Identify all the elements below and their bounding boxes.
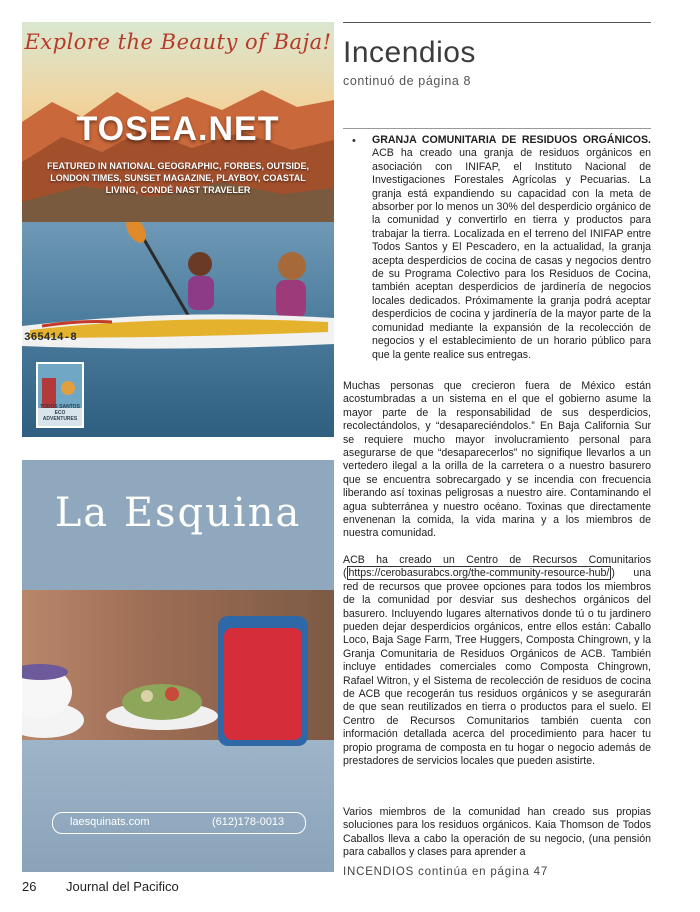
bullet-icon: • bbox=[352, 135, 356, 147]
bullet-paragraph bbox=[372, 134, 651, 362]
ad-brand-url[interactable]: TOSEA.NET bbox=[76, 110, 280, 148]
subheader-rule bbox=[343, 128, 651, 129]
tosea-logo-text: TODOS SANTOS ECO ADVENTURES bbox=[40, 404, 80, 422]
ad-phone[interactable]: (612)178-0013 bbox=[212, 816, 285, 828]
page-number: 26 bbox=[22, 879, 37, 894]
ad-website[interactable]: laesquinats.com bbox=[70, 816, 150, 828]
paragraph-1: Muchas personas que crecieron fuera de México están acostumbradas a un sistema en el que el gobierno asume la mayor parte de la responsabilidad de sus desperdicios, recolectándolos, y “desapareciéndolos.” En Baja California Sur se requiere mucho mayor involucramiento personal para asegurarse de que “desaparecerlos” no signifique llevarlos a un vertedero ilegal a la orilla de la carretera o a nuestro basurero que se encuentra sobrecargado y se incendia con frecuencia liberando así toxinas peligrosas a nuestro aire. Contaminando el agua subterránea y nuestro océano. Toxinas que directamente envenenan la comida, la vida marina y a los miembros de nuestra comunidad. bbox=[343, 380, 651, 540]
ad-title: La Esquina bbox=[54, 490, 302, 536]
header-rule bbox=[343, 22, 651, 23]
publication-name: Journal del Pacifico bbox=[66, 879, 179, 894]
tosea-logo bbox=[36, 362, 84, 428]
bullet-lead: GRANJA COMUNITARIA DE RESIDUOS ORGÁNICOS. bbox=[372, 134, 651, 146]
bullet-body: ACB ha creado una granja de residuos orgánicos en asociación con INIFAP, el Instituto Nacional de Investigaciones Forestales Agrícolas y Pecuarias. La granja está expandiendo su capacidad con la meta de absorber por lo menos un 30% del desperdicio orgánico de la comunidad y convertirlo en tierra y productos para trabajar la tierra. Localizada en el terreno del INIFAP entre Todos Santos y El Pescadero, en la actualidad, la granja acepta desperdicios de cocina de casas y negocios dentro de su Programa Colectivo para los Residuos de Cocina, también aceptan desperdicios de jardinería de negocios locales dedicados. Próximamente la granja podrá aceptar desperdicios de cocina y jardinería de la mayor parte de la comunidad mediante la expansión de la recolección de negocios y el establecimiento de un horario público para que la gente realice sus entregas. bbox=[372, 147, 651, 361]
continued-to: INCENDIOS continúa en página 47 bbox=[343, 866, 549, 878]
ad-headline: Explore the Beauty of Baja! bbox=[24, 30, 332, 54]
pitaya-logo-icon bbox=[38, 364, 82, 408]
article-title: Incendios bbox=[343, 36, 476, 69]
kayak-registration: 365414-8 bbox=[24, 332, 77, 344]
paragraph-2-rest: ) una red de recursos que provee opciones para todos los miembros de la comunidad por desviar sus deshechos orgánicos del basurero. Incluyendo lugares alternativos donde tú o tu jardinero pueden dejar desperdicios orgánicos, entre ellos están: Caballo Loco, Baja Sage Farm, Tree Huggers, Composta Chingrown, y la Granja Comunitaria de Residuos Orgánicos de ACB. También incluye entidades comerciales como Composta Chingrown, Rafael Witron, y el Sistema de recolección de residuos de cocina de ACB que recogerán tus residuos orgánicos y se asegurarán de que sean reutilizados en tierra o productos para el suelo. El Centro de Recursos Comunitarios también cuenta con información detallada acerca del procedimiento para hacer tu propio programa de composta en tu hogar o negocio además de prestadores de servicios locales que pueden asistirte. bbox=[343, 567, 651, 768]
paragraph-2-lead: ACB ha creado un Centro de Recursos Comunitarios ( bbox=[343, 554, 651, 580]
paragraph-2 bbox=[343, 554, 651, 769]
paragraph-3: Varios miembros de la comunidad han creado sus propias soluciones para los residuos orgánicos. Kaia Thomson de Todos Caballos lleva a cabo la operación de su negocio, (una pensión para caballos y clases para aprender a bbox=[343, 806, 651, 859]
food-and-drink-illustration bbox=[22, 610, 334, 760]
continued-from: continuó de página 8 bbox=[343, 74, 472, 88]
kayakers-illustration bbox=[22, 222, 334, 372]
ad-featured-in: FEATURED IN NATIONAL GEOGRAPHIC, FORBES, OUTSIDE, LONDON TIMES, SUNSET MAGAZINE, PLAYBOY, COASTAL LIVING, CONDÉ NAST TRAVELER bbox=[46, 161, 309, 195]
tosea-ad[interactable] bbox=[22, 22, 334, 437]
resource-hub-link[interactable]: https://cerobasurabcs.org/the-community-resource-hub/ bbox=[348, 567, 610, 580]
la-esquina-ad[interactable] bbox=[22, 460, 334, 872]
